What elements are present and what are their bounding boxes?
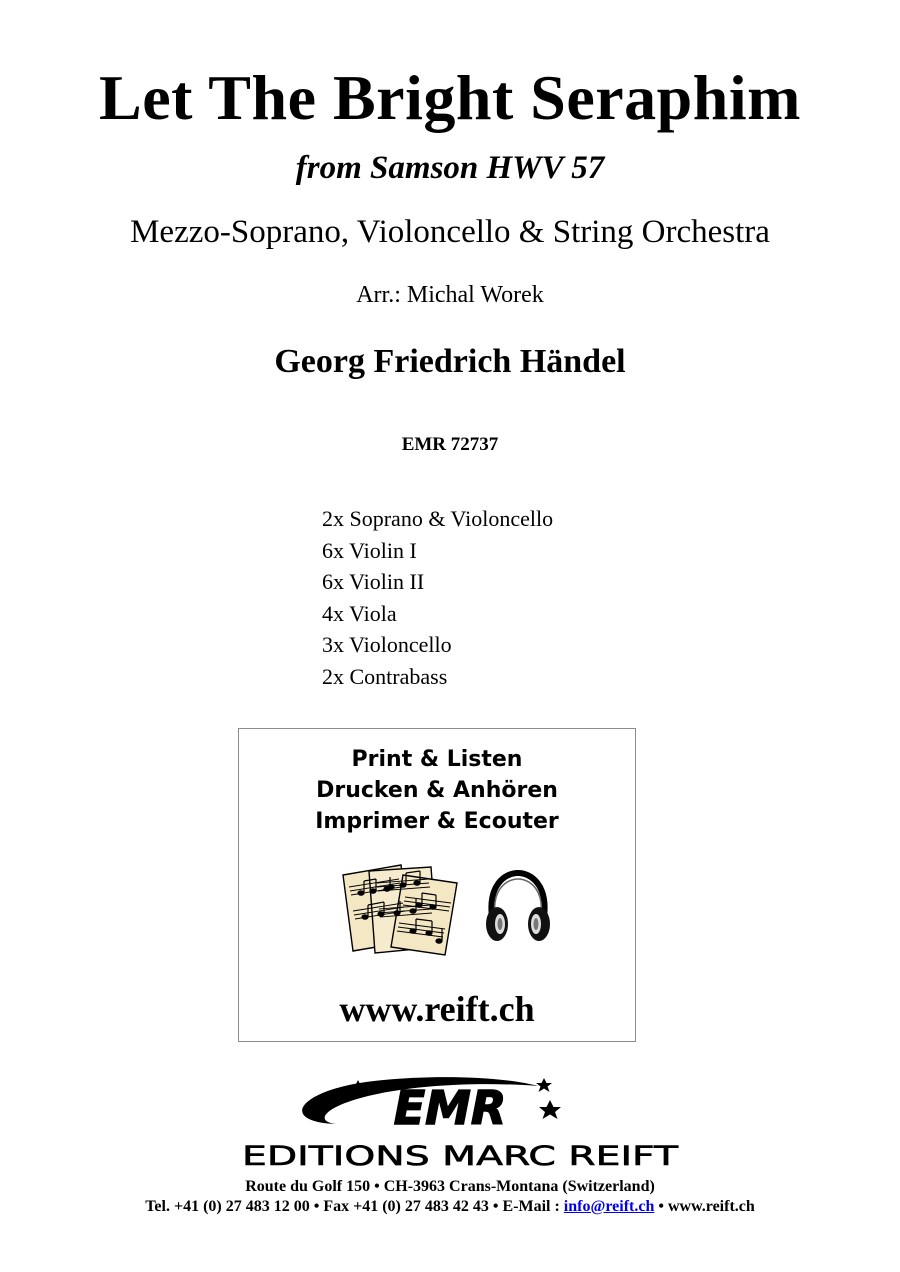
emr-publisher-logo: [240, 1072, 680, 1170]
catalog-number: EMR 72737: [401, 434, 499, 455]
logo-mark-text: EMR: [393, 1081, 507, 1135]
email-link[interactable]: info@reift.ch: [563, 1198, 655, 1215]
parts-list: [322, 503, 553, 693]
contact-website: • www.reift.ch: [654, 1198, 755, 1215]
part-item: 2x Contrabass: [322, 663, 448, 689]
score-title: Let The Bright Seraphim: [99, 62, 801, 133]
part-item: 4x Viola: [322, 600, 397, 626]
headphones-icon: [483, 869, 553, 949]
composer: Georg Friedrich Händel: [274, 343, 626, 380]
score-subtitle: from Samson HWV 57: [295, 150, 605, 186]
part-item: 2x Soprano & Violoncello: [322, 506, 554, 531]
promo-line-french: Imprimer & Ecouter: [315, 809, 559, 834]
publisher-contact: [0, 1197, 900, 1217]
promo-website-url[interactable]: www.reift.ch: [339, 989, 535, 1029]
part-item: 6x Violin I: [322, 537, 417, 563]
publisher-address: Route du Golf 150 • CH-3963 Crans-Montana (Switzerland): [245, 1178, 655, 1195]
part-item: 6x Violin II: [322, 569, 425, 595]
instrumentation: Mezzo-Soprano, Violoncello & String Orchestra: [130, 214, 770, 250]
promo-line-german: Drucken & Anhören: [316, 778, 558, 803]
logo-name-text: EDITIONS MARC REIFT: [242, 1141, 679, 1170]
contact-phone-fax: Tel. +41 (0) 27 483 12 00 • Fax +41 (0) 27 483 42 43 • E-Mail :: [145, 1198, 564, 1215]
sheet-music-icon: [339, 861, 469, 957]
print-listen-box: [238, 728, 636, 1042]
promo-line-english: Print & Listen: [351, 747, 523, 772]
part-item: 3x Violoncello: [322, 632, 452, 658]
arranger: Arr.: Michal Worek: [356, 282, 544, 308]
